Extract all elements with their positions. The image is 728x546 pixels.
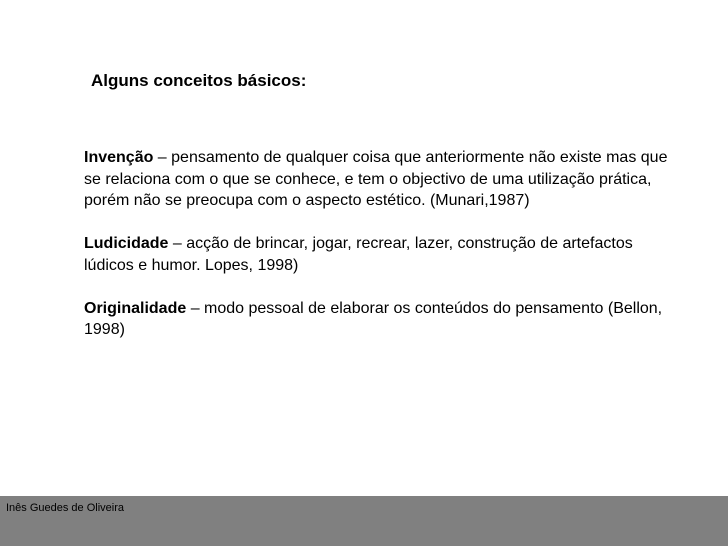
concept-term: Ludicidade <box>84 235 169 252</box>
concept-definition: – pensamento de qualquer coisa que anteriormente não existe mas que se relaciona com o que se conhece, e tem o objectivo de uma utilização prática, porém não se preocupa com o aspecto estético. (Munari,1987) <box>84 149 668 209</box>
concepts-list <box>84 147 684 362</box>
concept-term: Invenção <box>84 149 154 166</box>
footer-bar <box>0 496 728 546</box>
concept-term: Originalidade <box>84 299 187 317</box>
concept-definition: – modo pessoal de elaborar os conteúdos do pensamento (Bellon, 1998) <box>84 299 663 338</box>
concept-ludicidade <box>84 233 684 276</box>
concept-definition: – acção de brincar, jogar, recrear, lazer, construção de artefactos lúdicos e humor. Lopes, 1998) <box>84 235 633 274</box>
footer-author: Inês Guedes de Oliveira <box>6 502 125 514</box>
concept-originalidade <box>84 298 684 341</box>
concept-invencao <box>84 147 684 212</box>
slide-title: Alguns conceitos básicos: <box>91 71 307 90</box>
